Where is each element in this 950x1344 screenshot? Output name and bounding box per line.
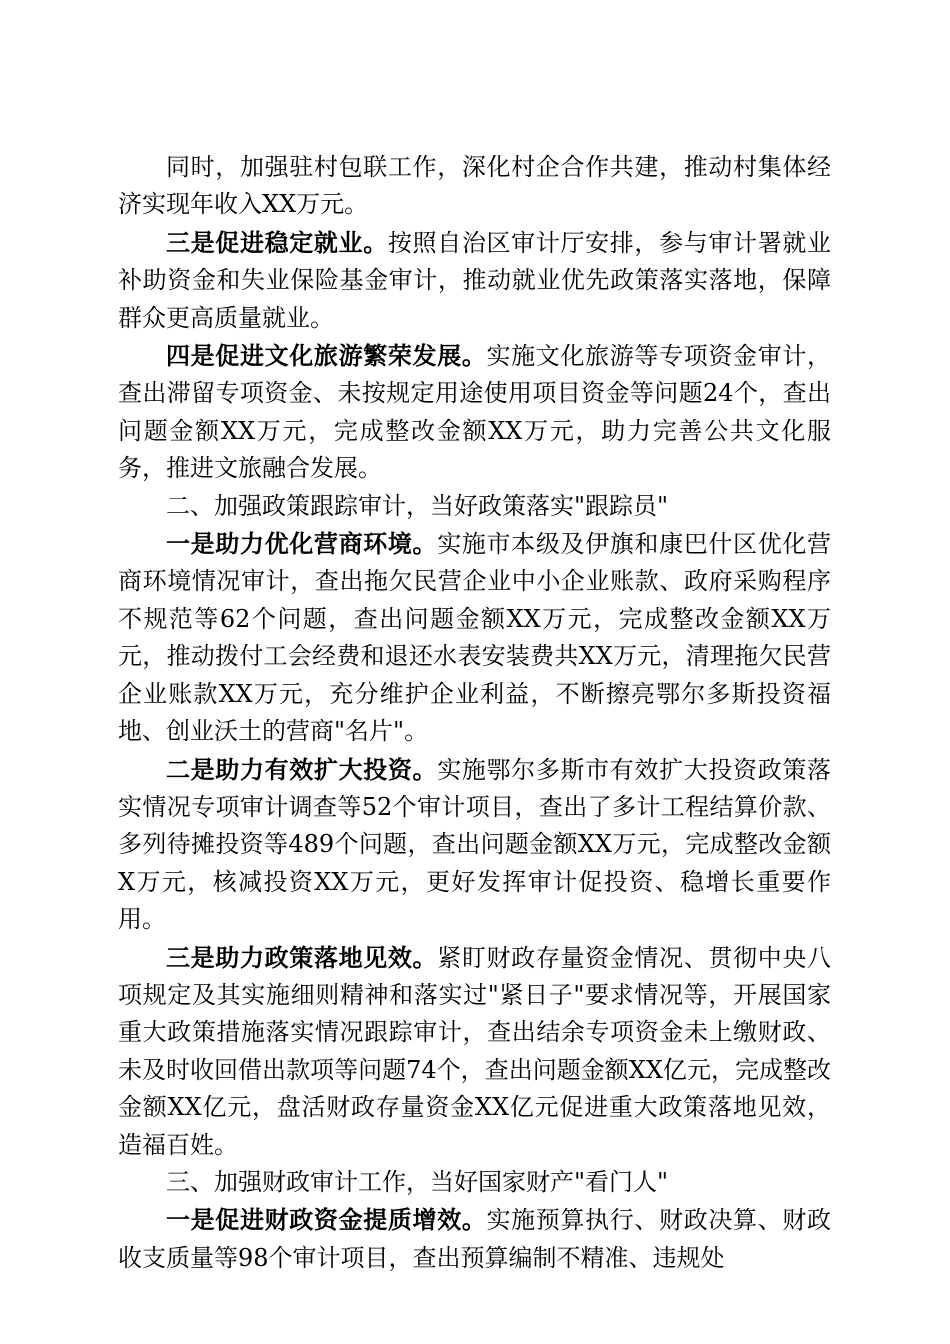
- paragraph-stable-employment: [118, 224, 831, 337]
- paragraph-expand-investment: [118, 751, 831, 939]
- paragraph-text: 实施鄂尔多斯市有效扩大投资政策落实情况专项审计调查等52个审计项目，查出了多计工程结算价款、多列待摊投资等489个问题，查出问题金额XX万元，完成整改金额X万元，核减投资XX万元，更好发挥审计促投资、稳增长重要作用。: [118, 755, 832, 934]
- heading-text: 三、加强财政审计工作，当好国家财产"看门人": [166, 1167, 669, 1196]
- paragraph-culture-tourism: [118, 337, 831, 488]
- paragraph-lead: 一是助力优化营商环境。: [166, 529, 438, 559]
- heading-text: 二、加强政策跟踪审计，当好政策落实"跟踪员": [166, 491, 669, 520]
- paragraph-text: 实施市本级及伊旗和康巴什区优化营商环境情况审计，查出拖欠民营企业中小企业账款、政府采购程序不规范等62个问题，查出问题金额XX万元，完成整改金额XX万元，推动拨付工会经费和退还水表安装费共XX万元，清理拖欠民营企业账款XX万元，充分维护企业利益，不断擦亮鄂尔多斯投资福地、创业沃土的营商"名片"。: [118, 530, 832, 746]
- paragraph-lead: 三是促进稳定就业。: [166, 227, 388, 257]
- paragraph-village-collective: [118, 149, 831, 224]
- section-heading-fiscal-audit: [118, 1164, 831, 1201]
- paragraph-lead: 一是促进财政资金提质增效。: [166, 1205, 487, 1235]
- section-heading-policy-tracking: [118, 488, 831, 525]
- paragraph-text: 同时，加强驻村包联工作，深化村企合作共建，推动村集体经济实现年收入XX万元。: [118, 153, 831, 219]
- paragraph-fiscal-efficiency: [118, 1201, 831, 1277]
- paragraph-business-environment: [118, 525, 831, 750]
- document-body: [118, 149, 831, 1277]
- paragraph-text: 实施文化旅游等专项资金审计，查出滞留专项资金、未按规定用途使用项目资金等问题24个，查出问题金额XX万元，完成整改金额XX万元，助力完善公共文化服务，推进文旅融合发展。: [118, 342, 831, 483]
- paragraph-lead: 四是促进文化旅游繁荣发展。: [166, 341, 487, 371]
- paragraph-text: 按照自治区审计厅安排，参与审计署就业补助资金和失业保险基金审计，推动就业优先政策落实落地，保障群众更高质量就业。: [118, 228, 832, 332]
- paragraph-lead: 二是助力有效扩大投资。: [166, 754, 438, 784]
- paragraph-policy-implementation: [118, 939, 831, 1164]
- paragraph-lead: 三是助力政策落地见效。: [166, 942, 438, 972]
- paragraph-text: 紧盯财政存量资金情况、贯彻中央八项规定及其实施细则精神和落实过"紧日子"要求情况等，开展国家重大政策措施落实情况跟踪审计，查出结余专项资金未上缴财政、未及时收回借出款项等问题74个，查出问题金额XX亿元，完成整改金额XX亿元，盘活财政存量资金XX亿元促进重大政策落地见效，造福百姓。: [118, 943, 832, 1159]
- paragraph-text: 实施预算执行、财政决算、财政收支质量等98个审计项目，查出预算编制不精准、违规处: [118, 1206, 831, 1272]
